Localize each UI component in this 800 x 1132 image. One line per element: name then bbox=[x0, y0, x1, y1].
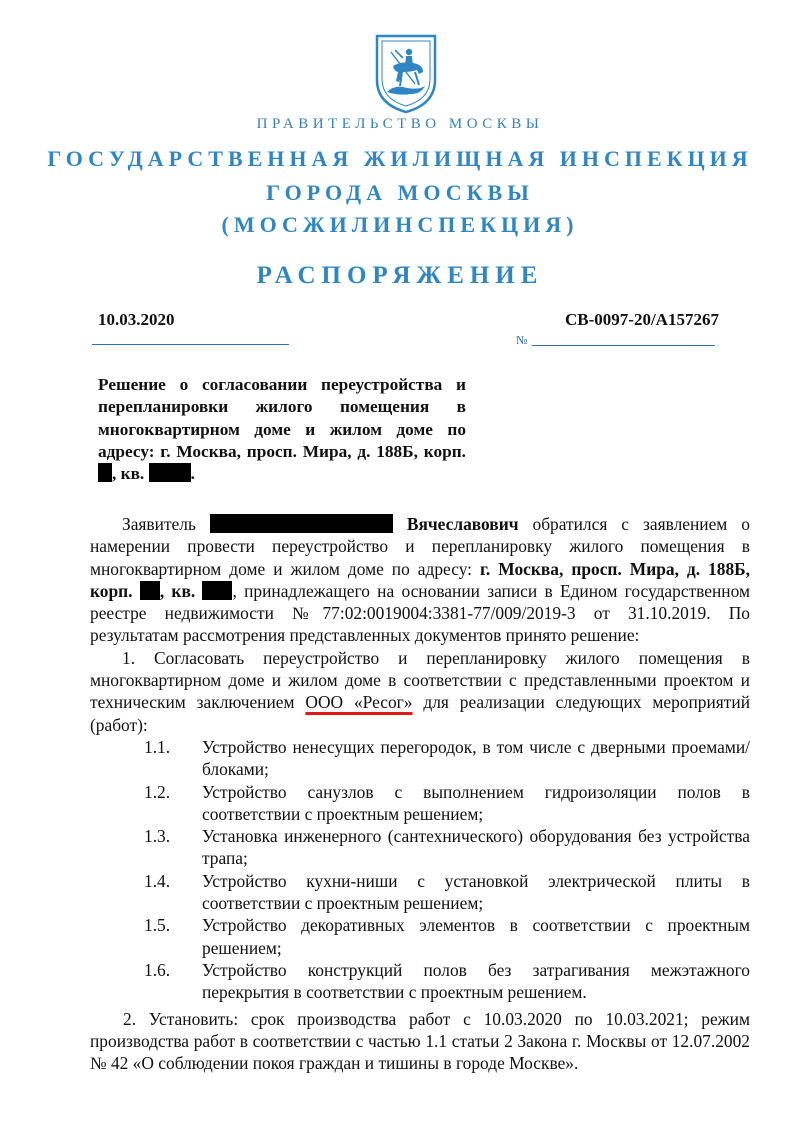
subject-corp-label: корп. bbox=[423, 441, 466, 461]
redacted-block bbox=[140, 581, 160, 600]
organization-name: ООО «Ресог» bbox=[305, 692, 413, 713]
applicant-label: Заявитель bbox=[122, 514, 196, 534]
subject-text: Решение о согласовании переустройства и перепланировки жилого помещения в многоквартирном доме и жилом доме по адресу: г. Москва, просп. Мира, д. 188Б, bbox=[98, 375, 466, 461]
redacted-block bbox=[149, 463, 191, 482]
works-list bbox=[90, 736, 750, 1004]
list-item: 1.5. Устройство декоративных элементов в соответствии с проектным решением; bbox=[144, 915, 750, 958]
paragraph-text: , принадлежащего на основании записи в Едином государственном реестре недвижимости №77:02:0019004:3381-77/009/2019-3 от 31.10.2019. По результатам рассмотрения представленных документов принято решение: bbox=[90, 580, 750, 646]
agency-title-line2: ГОРОДА МОСКВЫ bbox=[266, 180, 534, 205]
redacted-block bbox=[98, 463, 112, 482]
redacted-block bbox=[202, 581, 232, 600]
address-bold: г. Москва, просп. Мира, д. 188Б, корп. bbox=[90, 558, 750, 601]
document-date: 10.03.2020 bbox=[98, 310, 175, 329]
agency-title-line1: ГОСУДАРСТВЕННАЯ ЖИЛИЩНАЯ ИНСПЕКЦИЯ bbox=[47, 146, 753, 171]
redacted-block bbox=[210, 514, 393, 533]
paragraph-decision-2: 2. Установить: срок производства работ с 10.03.2020 по 10.03.2021; режим производства работ в соответствии с частью 1.1 статьи 2 Закона г. Москвы от 12.07.2002 № 42 «О соблюдении покоя граждан и тишины в городе Москве». bbox=[90, 1008, 750, 1074]
moscow-coat-of-arms-icon bbox=[373, 32, 439, 114]
number-sign: № bbox=[516, 333, 528, 347]
paragraph-text: для реализации следующих мероприятий (работ): bbox=[90, 692, 750, 735]
date-underline bbox=[92, 344, 289, 345]
agency-title-line3: (МОСЖИЛИНСПЕКЦИЯ) bbox=[221, 212, 579, 237]
paragraph-text: обратился с заявлением о намерении провести переустройство и перепланировку жилого помещения в многоквартирном доме и жилом доме по адресу: bbox=[90, 514, 750, 579]
list-item: 1.4. Устройство кухни-ниши с установкой электрической плиты в соответствии с проектным решением; bbox=[144, 870, 750, 914]
government-name: ПРАВИТЕЛЬСТВО МОСКВЫ bbox=[256, 116, 544, 132]
list-item: 1.3. Установка инженерного (сантехнического) оборудования без устройства трапа; bbox=[144, 826, 750, 869]
number-underline bbox=[532, 345, 715, 346]
list-item: 1.1. Устройство ненесущих перегородок, в том числе с дверными проемами/блоками; bbox=[144, 736, 750, 780]
list-item: 1.6. Устройство конструкций полов без затрагивания межэтажного перекрытия в соответствии с проектным решением. bbox=[144, 959, 750, 1003]
subject-end: . bbox=[190, 464, 195, 484]
apt-label: , кв. bbox=[159, 580, 196, 601]
subject-apt-label: , кв. bbox=[112, 464, 145, 484]
paragraph-text: 1. Согласовать переустройство и перепланировку жилого помещения в многоквартирном доме и жилом доме в соответствии с представленными проектом и техническим заключением bbox=[90, 647, 750, 713]
list-item: 1.2. Устройство санузлов с выполнением гидроизоляции полов в соответствии с проектным решением; bbox=[144, 781, 750, 824]
paragraph-decision-1 bbox=[90, 647, 750, 736]
document-subject bbox=[98, 374, 466, 485]
document-body bbox=[90, 513, 750, 1074]
applicant-patronymic: Вячеславович bbox=[406, 514, 519, 534]
document-number: СВ-0097-20/А157267 bbox=[565, 310, 719, 329]
document-type: РАСПОРЯЖЕНИЕ bbox=[256, 262, 544, 289]
paragraph-applicant bbox=[90, 513, 750, 647]
